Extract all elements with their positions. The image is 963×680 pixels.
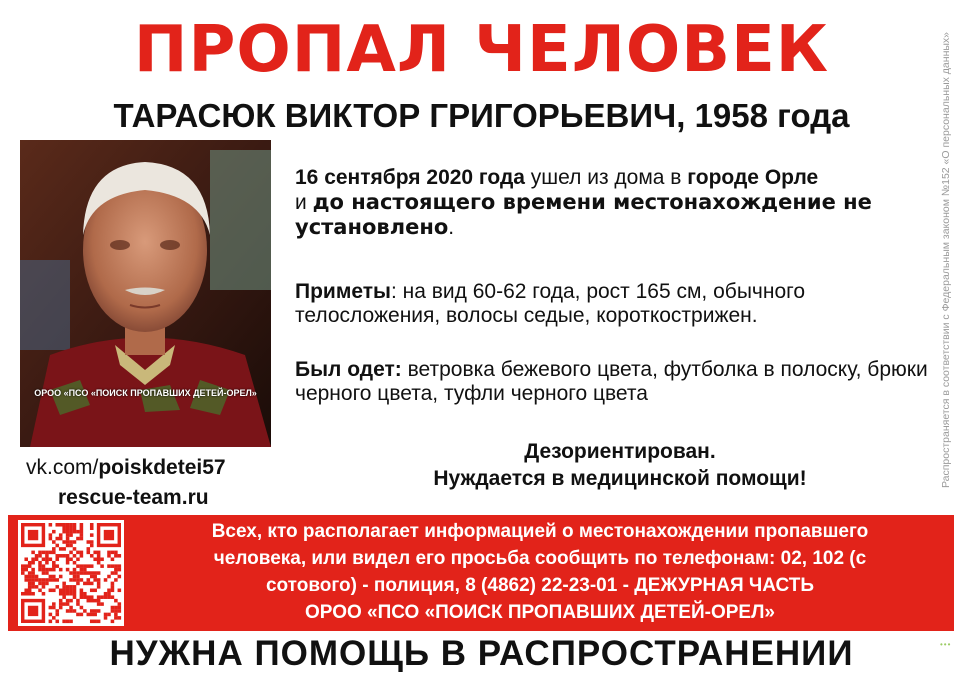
location-unknown: до настоящего времени местонахождение не установлено [295,190,872,239]
photo-caption: ОРОО «ПСО «ПОИСК ПРОПАВШИХ ДЕТЕЙ-ОРЕЛ» [34,388,257,398]
disappearance-date: 16 сентября 2020 года [295,166,525,189]
person-name: ТАРАСЮК ВИКТОР ГРИГОРЬЕВИЧ, 1958 года [113,97,850,134]
signs-label: Приметы [295,280,391,303]
disappearance-city: городе Орле [687,166,819,189]
vk-prefix: vk.com/ [26,456,99,479]
disappearance-paragraph [295,166,935,240]
photo-image [20,140,271,447]
disappearance-end: . [448,216,455,239]
disappearance-text: ушел из дома в [524,166,688,189]
vk-handle: poiskdetei57 [98,456,226,479]
emphasis-block [295,438,945,492]
decorative-dots: ••• [940,640,952,649]
disappearance-text-b: и [295,191,313,214]
contact-line-2: человека, или видел его просьба сообщить по телефонам: 02, 102 (с [213,548,867,569]
qr-code[interactable] [18,520,124,626]
person-photo [20,140,271,447]
qr-code-image [18,520,124,626]
contact-line-3: сотового) - полиция, 8 (4862) 22-23-01 - ДЕЖУРНАЯ ЧАСТЬ [265,575,815,596]
contact-text [140,518,940,626]
contact-line-1: Всех, кто располагает информацией о местонахождении пропавшего [211,521,869,542]
emphasis-line-2: Нуждается в медицинской помощи! [433,467,807,490]
vk-link[interactable] [26,455,226,481]
signs-paragraph [295,280,935,328]
legal-note-text: Распространяется в соответствии с Федеральным законом №152 «О персональных данных» [940,31,952,489]
contact-line-4: ОРОО «ПСО «ПОИСК ПРОПАВШИХ ДЕТЕЙ-ОРЕЛ» [305,602,775,623]
signs-text: : на вид 60-62 года, рост 165 см, обычного телосложения, волосы седые, короткострижен. [295,280,806,327]
poster-headline: ПРОПАЛ ЧЕЛОВЕК [133,13,830,87]
clothes-text: ветровка бежевого цвета, футболка в полоску, брюки черного цвета, туфли черного цвета [295,358,928,405]
clothes-label: Был одет: [295,358,402,381]
clothes-paragraph [295,358,935,406]
legal-note [936,10,956,510]
footer-call: НУЖНА ПОМОЩЬ В РАСПРОСТРАНЕНИИ [109,634,854,673]
emphasis-line-1: Дезориентирован. [524,440,716,463]
site-link[interactable]: rescue-team.ru [58,486,209,509]
